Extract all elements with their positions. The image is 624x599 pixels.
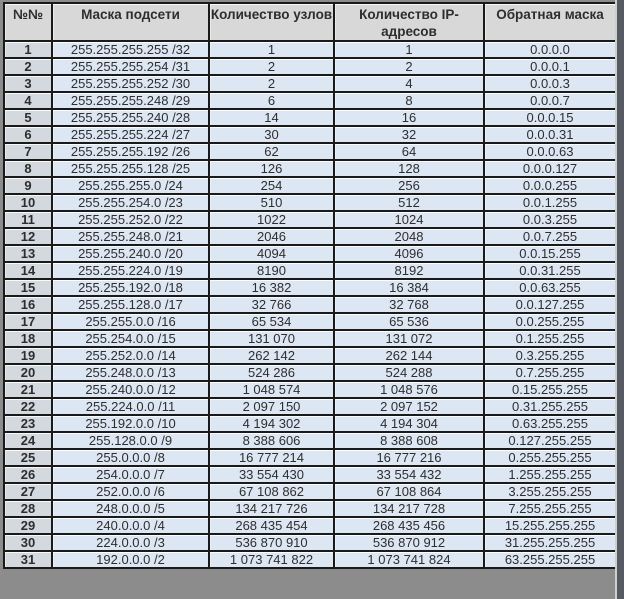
- table-row: [4, 449, 616, 466]
- cell-ip-count: 33 554 432: [334, 466, 484, 483]
- cell-subnet-mask: 192.0.0.0 /2: [52, 551, 209, 568]
- cell-wildcard-mask: 0.1.255.255: [484, 330, 616, 347]
- cell-ip-count: 64: [334, 143, 484, 160]
- cell-ip-count: 1 048 576: [334, 381, 484, 398]
- cell-host-count: 8190: [209, 262, 334, 279]
- cell-row-number: 23: [4, 415, 52, 432]
- cell-ip-count: 1: [334, 41, 484, 58]
- cell-host-count: 2046: [209, 228, 334, 245]
- cell-subnet-mask: 255.255.255.128 /25: [52, 160, 209, 177]
- cell-ip-count: 4 194 304: [334, 415, 484, 432]
- cell-host-count: 268 435 454: [209, 517, 334, 534]
- cell-row-number: 9: [4, 177, 52, 194]
- cell-row-number: 7: [4, 143, 52, 160]
- table-row: [4, 381, 616, 398]
- cell-row-number: 30: [4, 534, 52, 551]
- table-row: [4, 415, 616, 432]
- cell-subnet-mask: 255.255.0.0 /16: [52, 313, 209, 330]
- table-row: [4, 58, 616, 75]
- cell-wildcard-mask: 0.0.255.255: [484, 313, 616, 330]
- cell-wildcard-mask: 0.127.255.255: [484, 432, 616, 449]
- header-number: №№: [4, 3, 52, 41]
- cell-subnet-mask: 255.255.255.224 /27: [52, 126, 209, 143]
- cell-wildcard-mask: 0.0.0.127: [484, 160, 616, 177]
- cell-wildcard-mask: 0.255.255.255: [484, 449, 616, 466]
- cell-subnet-mask: 255.252.0.0 /14: [52, 347, 209, 364]
- cell-host-count: 254: [209, 177, 334, 194]
- cell-ip-count: 8192: [334, 262, 484, 279]
- table-row: [4, 194, 616, 211]
- cell-ip-count: 8: [334, 92, 484, 109]
- cell-subnet-mask: 255.224.0.0 /11: [52, 398, 209, 415]
- cell-host-count: 262 142: [209, 347, 334, 364]
- cell-ip-count: 16: [334, 109, 484, 126]
- cell-subnet-mask: 255.0.0.0 /8: [52, 449, 209, 466]
- cell-subnet-mask: 255.255.255.248 /29: [52, 92, 209, 109]
- cell-wildcard-mask: 0.0.0.1: [484, 58, 616, 75]
- cell-ip-count: 32: [334, 126, 484, 143]
- cell-subnet-mask: 255.240.0.0 /12: [52, 381, 209, 398]
- cell-wildcard-mask: 0.0.0.31: [484, 126, 616, 143]
- cell-host-count: 62: [209, 143, 334, 160]
- cell-wildcard-mask: 1.255.255.255: [484, 466, 616, 483]
- cell-subnet-mask: 255.255.252.0 /22: [52, 211, 209, 228]
- table-row: [4, 126, 616, 143]
- cell-host-count: 4 194 302: [209, 415, 334, 432]
- cell-subnet-mask: 255.255.240.0 /20: [52, 245, 209, 262]
- cell-row-number: 26: [4, 466, 52, 483]
- cell-row-number: 1: [4, 41, 52, 58]
- header-wildcard-mask: Обратная маска: [484, 3, 616, 41]
- cell-ip-count: 65 536: [334, 313, 484, 330]
- cell-host-count: 16 777 214: [209, 449, 334, 466]
- header-ip-count: Количество IP-адресов: [334, 3, 484, 41]
- table-row: [4, 41, 616, 58]
- cell-subnet-mask: 224.0.0.0 /3: [52, 534, 209, 551]
- right-edge-strip: [615, 0, 624, 599]
- cell-subnet-mask: 255.254.0.0 /15: [52, 330, 209, 347]
- cell-ip-count: 512: [334, 194, 484, 211]
- cell-row-number: 18: [4, 330, 52, 347]
- cell-wildcard-mask: 15.255.255.255: [484, 517, 616, 534]
- table-row: [4, 75, 616, 92]
- table-row: [4, 279, 616, 296]
- cell-host-count: 510: [209, 194, 334, 211]
- header-row: [4, 3, 616, 41]
- table-row: [4, 398, 616, 415]
- cell-wildcard-mask: 0.0.15.255: [484, 245, 616, 262]
- cell-host-count: 1022: [209, 211, 334, 228]
- cell-host-count: 1 073 741 822: [209, 551, 334, 568]
- table-row: [4, 313, 616, 330]
- cell-wildcard-mask: 0.0.0.3: [484, 75, 616, 92]
- cell-subnet-mask: 255.255.255.0 /24: [52, 177, 209, 194]
- cell-wildcard-mask: 0.31.255.255: [484, 398, 616, 415]
- cell-ip-count: 262 144: [334, 347, 484, 364]
- cell-subnet-mask: 255.255.224.0 /19: [52, 262, 209, 279]
- table-row: [4, 483, 616, 500]
- cell-row-number: 21: [4, 381, 52, 398]
- cell-host-count: 33 554 430: [209, 466, 334, 483]
- cell-wildcard-mask: 0.0.1.255: [484, 194, 616, 211]
- cell-ip-count: 1024: [334, 211, 484, 228]
- cell-row-number: 3: [4, 75, 52, 92]
- cell-row-number: 5: [4, 109, 52, 126]
- cell-ip-count: 256: [334, 177, 484, 194]
- cell-row-number: 8: [4, 160, 52, 177]
- table-row: [4, 296, 616, 313]
- table-header: [4, 3, 616, 41]
- cell-host-count: 1: [209, 41, 334, 58]
- cell-wildcard-mask: 3.255.255.255: [484, 483, 616, 500]
- cell-row-number: 2: [4, 58, 52, 75]
- cell-ip-count: 67 108 864: [334, 483, 484, 500]
- cell-row-number: 16: [4, 296, 52, 313]
- cell-subnet-mask: 255.255.255.255 /32: [52, 41, 209, 58]
- cell-wildcard-mask: 7.255.255.255: [484, 500, 616, 517]
- cell-row-number: 24: [4, 432, 52, 449]
- cell-host-count: 524 286: [209, 364, 334, 381]
- cell-subnet-mask: 255.248.0.0 /13: [52, 364, 209, 381]
- cell-wildcard-mask: 0.7.255.255: [484, 364, 616, 381]
- cell-host-count: 16 382: [209, 279, 334, 296]
- cell-wildcard-mask: 0.15.255.255: [484, 381, 616, 398]
- cell-host-count: 126: [209, 160, 334, 177]
- cell-host-count: 30: [209, 126, 334, 143]
- cell-row-number: 6: [4, 126, 52, 143]
- cell-subnet-mask: 240.0.0.0 /4: [52, 517, 209, 534]
- cell-row-number: 4: [4, 92, 52, 109]
- cell-row-number: 13: [4, 245, 52, 262]
- cell-row-number: 19: [4, 347, 52, 364]
- cell-ip-count: 4096: [334, 245, 484, 262]
- cell-wildcard-mask: 0.0.127.255: [484, 296, 616, 313]
- cell-ip-count: 2: [334, 58, 484, 75]
- table-row: [4, 177, 616, 194]
- cell-ip-count: 128: [334, 160, 484, 177]
- cell-host-count: 6: [209, 92, 334, 109]
- cell-row-number: 22: [4, 398, 52, 415]
- cell-subnet-mask: 255.255.248.0 /21: [52, 228, 209, 245]
- table-row: [4, 109, 616, 126]
- cell-ip-count: 2048: [334, 228, 484, 245]
- cell-subnet-mask: 255.255.128.0 /17: [52, 296, 209, 313]
- table-row: [4, 500, 616, 517]
- cell-ip-count: 32 768: [334, 296, 484, 313]
- table-row: [4, 228, 616, 245]
- header-host-count: Количество узлов: [209, 3, 334, 41]
- cell-subnet-mask: 255.255.255.240 /28: [52, 109, 209, 126]
- cell-subnet-mask: 255.255.255.254 /31: [52, 58, 209, 75]
- cell-host-count: 134 217 726: [209, 500, 334, 517]
- cell-host-count: 8 388 606: [209, 432, 334, 449]
- cell-ip-count: 16 384: [334, 279, 484, 296]
- header-subnet-mask: Маска подсети: [52, 3, 209, 41]
- cell-wildcard-mask: 0.0.31.255: [484, 262, 616, 279]
- cell-subnet-mask: 255.255.254.0 /23: [52, 194, 209, 211]
- cell-host-count: 65 534: [209, 313, 334, 330]
- cell-wildcard-mask: 0.0.0.0: [484, 41, 616, 58]
- table-row: [4, 92, 616, 109]
- cell-subnet-mask: 255.128.0.0 /9: [52, 432, 209, 449]
- cell-ip-count: 4: [334, 75, 484, 92]
- cell-ip-count: 536 870 912: [334, 534, 484, 551]
- table-row: [4, 534, 616, 551]
- table-row: [4, 160, 616, 177]
- cell-subnet-mask: 254.0.0.0 /7: [52, 466, 209, 483]
- cell-ip-count: 131 072: [334, 330, 484, 347]
- table-row: [4, 466, 616, 483]
- cell-subnet-mask: 255.255.255.192 /26: [52, 143, 209, 160]
- cell-subnet-mask: 248.0.0.0 /5: [52, 500, 209, 517]
- cell-host-count: 1 048 574: [209, 381, 334, 398]
- cell-row-number: 27: [4, 483, 52, 500]
- table-body: [4, 41, 616, 568]
- cell-host-count: 131 070: [209, 330, 334, 347]
- table-row: [4, 330, 616, 347]
- cell-row-number: 12: [4, 228, 52, 245]
- subnet-mask-table: [3, 2, 617, 569]
- cell-host-count: 536 870 910: [209, 534, 334, 551]
- cell-subnet-mask: 255.192.0.0 /10: [52, 415, 209, 432]
- cell-row-number: 14: [4, 262, 52, 279]
- cell-subnet-mask: 252.0.0.0 /6: [52, 483, 209, 500]
- table-row: [4, 432, 616, 449]
- table-row: [4, 551, 616, 568]
- table-row: [4, 262, 616, 279]
- cell-wildcard-mask: 0.0.0.7: [484, 92, 616, 109]
- cell-wildcard-mask: 0.0.0.255: [484, 177, 616, 194]
- cell-ip-count: 134 217 728: [334, 500, 484, 517]
- cell-ip-count: 524 288: [334, 364, 484, 381]
- cell-host-count: 14: [209, 109, 334, 126]
- cell-wildcard-mask: 0.0.7.255: [484, 228, 616, 245]
- cell-host-count: 2: [209, 75, 334, 92]
- cell-wildcard-mask: 63.255.255.255: [484, 551, 616, 568]
- cell-wildcard-mask: 0.0.0.15: [484, 109, 616, 126]
- cell-ip-count: 16 777 216: [334, 449, 484, 466]
- table-row: [4, 347, 616, 364]
- cell-wildcard-mask: 0.0.3.255: [484, 211, 616, 228]
- cell-row-number: 29: [4, 517, 52, 534]
- cell-wildcard-mask: 0.0.0.63: [484, 143, 616, 160]
- table-row: [4, 143, 616, 160]
- cell-row-number: 20: [4, 364, 52, 381]
- cell-subnet-mask: 255.255.255.252 /30: [52, 75, 209, 92]
- table-row: [4, 517, 616, 534]
- cell-ip-count: 268 435 456: [334, 517, 484, 534]
- cell-ip-count: 2 097 152: [334, 398, 484, 415]
- cell-host-count: 67 108 862: [209, 483, 334, 500]
- cell-subnet-mask: 255.255.192.0 /18: [52, 279, 209, 296]
- cell-row-number: 31: [4, 551, 52, 568]
- table-row: [4, 364, 616, 381]
- cell-row-number: 25: [4, 449, 52, 466]
- cell-wildcard-mask: 0.0.63.255: [484, 279, 616, 296]
- cell-ip-count: 1 073 741 824: [334, 551, 484, 568]
- cell-wildcard-mask: 31.255.255.255: [484, 534, 616, 551]
- cell-host-count: 2: [209, 58, 334, 75]
- table-row: [4, 245, 616, 262]
- cell-row-number: 28: [4, 500, 52, 517]
- cell-host-count: 32 766: [209, 296, 334, 313]
- cell-wildcard-mask: 0.63.255.255: [484, 415, 616, 432]
- cell-ip-count: 8 388 608: [334, 432, 484, 449]
- cell-row-number: 10: [4, 194, 52, 211]
- cell-host-count: 4094: [209, 245, 334, 262]
- table-row: [4, 211, 616, 228]
- cell-wildcard-mask: 0.3.255.255: [484, 347, 616, 364]
- cell-host-count: 2 097 150: [209, 398, 334, 415]
- cell-row-number: 11: [4, 211, 52, 228]
- cell-row-number: 17: [4, 313, 52, 330]
- cell-row-number: 15: [4, 279, 52, 296]
